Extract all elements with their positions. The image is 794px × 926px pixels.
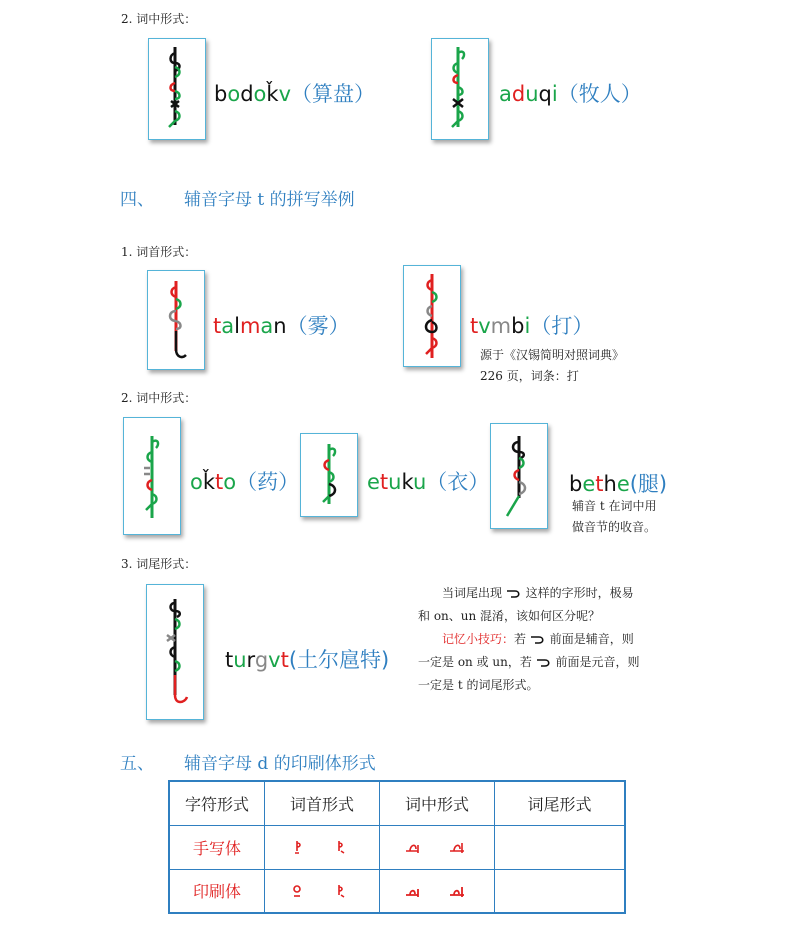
- word-letter: a: [499, 82, 512, 106]
- source-note-line: 226 页，词条：打: [480, 369, 579, 383]
- table-header: 字符形式: [169, 781, 265, 825]
- word-letters: [225, 648, 289, 672]
- word-letter: k: [401, 470, 413, 494]
- tip-text: 这样的字形时，极易: [525, 586, 634, 600]
- source-note: [480, 345, 624, 387]
- word-letter: t: [215, 470, 224, 494]
- word-letter: t: [225, 648, 234, 672]
- word-gloss: (土尔扈特): [288, 648, 390, 672]
- word-letter: t: [379, 470, 389, 494]
- romanized-word: [214, 78, 375, 108]
- word-letter: e: [582, 472, 596, 496]
- mongolian-script-glyph: [149, 39, 205, 139]
- source-note-line: 源于《汉锡简明对照词典》: [480, 348, 625, 362]
- table-row: [169, 825, 625, 869]
- medial-form-cell: [380, 825, 495, 869]
- table-row: [169, 869, 625, 913]
- table-header: 词尾形式: [495, 781, 626, 825]
- word-letters: [499, 82, 558, 106]
- mongolian-script-glyph: [404, 266, 460, 366]
- word-gloss: （打）: [530, 314, 594, 338]
- word-letter: q: [538, 82, 552, 106]
- word-letter: t: [470, 314, 479, 338]
- mongolian-script-glyph: [491, 424, 547, 528]
- table-header: 词首形式: [265, 781, 380, 825]
- word-letter: e: [367, 470, 380, 494]
- mongolian-script-glyph: [124, 418, 180, 534]
- word-letter: v: [278, 82, 292, 106]
- word-letter: r: [246, 648, 255, 672]
- word-letter: a: [260, 314, 274, 338]
- word-letter: h: [603, 472, 617, 496]
- word-letter: u: [412, 470, 427, 494]
- romanized-word: [367, 466, 489, 496]
- word-gloss: （雾）: [286, 314, 350, 338]
- word-letters: [213, 314, 287, 338]
- medial-form-cell: [380, 869, 495, 913]
- word-gloss: （药）: [236, 470, 300, 494]
- word-letter: e: [616, 472, 630, 496]
- word-letter: o: [227, 82, 241, 106]
- coda-note-line: 做音节的收音。: [572, 520, 657, 534]
- word-letter: u: [525, 82, 539, 106]
- section-title: 辅音字母 d 的印刷体形式: [184, 754, 376, 774]
- tip-text: 和 on、un 混淆，该如何区分呢？: [418, 609, 601, 623]
- table-header-row: [169, 781, 625, 825]
- section-title: 辅音字母 t 的拼写举例: [184, 190, 355, 210]
- romanized-word: [569, 468, 667, 498]
- word-letter: b: [511, 314, 525, 338]
- handwritten-medial-d-glyph: [392, 837, 482, 857]
- final-form-cell: [495, 869, 626, 913]
- mongolian-script-glyph: [147, 585, 203, 719]
- coda-note-line: 辅音 t 在词中用: [572, 499, 657, 513]
- word-letter: l: [234, 314, 240, 338]
- tip-text: 前面是元音，则: [555, 655, 640, 669]
- subheading-initial: 1. 词首形式：: [121, 245, 197, 259]
- printed-medial-d-glyph: [392, 881, 482, 901]
- romanized-word: [499, 78, 642, 108]
- word-letters: [569, 472, 630, 496]
- word-letter: n: [273, 314, 287, 338]
- word-letter: u: [388, 470, 402, 494]
- romanized-word: [470, 310, 593, 340]
- mongolian-script-glyph: [301, 434, 357, 516]
- printed-initial-d-glyph: [277, 881, 367, 901]
- tip-text: 当词尾出现: [442, 586, 503, 600]
- script-card-talman: [147, 270, 205, 370]
- tip-text: 若: [514, 632, 527, 646]
- word-letter: t: [595, 472, 604, 496]
- script-card-turgvt: [146, 584, 204, 720]
- word-letter: m: [239, 314, 261, 338]
- tip-label: 记忆小技巧：: [442, 632, 515, 646]
- initial-form-cell: [265, 869, 380, 913]
- word-letter: m: [490, 314, 512, 338]
- word-letter: d: [240, 82, 254, 106]
- mongolian-script-glyph: [432, 39, 488, 139]
- word-letter: a: [221, 314, 235, 338]
- tip-text: 一定是 on 或 un，若: [418, 655, 532, 669]
- print-forms-table: [168, 780, 626, 914]
- section-number: 五、: [120, 754, 154, 774]
- tip-text: 一定是 t 的词尾形式。: [418, 678, 539, 692]
- subheading-medial-2: 2. 词中形式：: [121, 391, 197, 405]
- row-label: 手写体: [169, 825, 265, 869]
- handwritten-initial-d-glyph: [277, 837, 367, 857]
- final-t-glyph-icon: [530, 635, 546, 645]
- word-letters: [190, 470, 236, 494]
- subheading-medial: 2. 词中形式：: [121, 12, 197, 26]
- word-letter: o: [190, 470, 203, 494]
- word-letter: t: [213, 314, 222, 338]
- word-letter: ǩ: [202, 470, 216, 494]
- romanized-word: [225, 644, 389, 674]
- script-card-bethe: [490, 423, 548, 529]
- tip-text: 前面是辅音，则: [549, 632, 634, 646]
- section-heading-4: [120, 185, 355, 210]
- word-letter: ǩ: [266, 82, 279, 106]
- word-letters: [367, 470, 426, 494]
- word-letter: v: [478, 314, 491, 338]
- word-gloss: （算盘）: [291, 82, 376, 106]
- mongolian-script-glyph: [148, 271, 204, 369]
- memory-tip: [418, 582, 668, 697]
- word-letters: [214, 82, 291, 106]
- script-card-aduqi: [431, 38, 489, 140]
- word-letter: b: [214, 82, 228, 106]
- initial-form-cell: [265, 825, 380, 869]
- section-number: 四、: [120, 190, 154, 210]
- word-letters: [470, 314, 530, 338]
- final-t-glyph-icon: [536, 658, 552, 668]
- final-t-glyph-icon: [506, 589, 522, 599]
- script-card-bodokv: [148, 38, 206, 140]
- coda-note: [572, 496, 656, 538]
- subheading-final: 3. 词尾形式：: [121, 557, 197, 571]
- word-letter: d: [511, 82, 526, 106]
- table-header: 词中形式: [380, 781, 495, 825]
- word-letter: i: [551, 82, 558, 106]
- row-label: 印刷体: [169, 869, 265, 913]
- word-letter: g: [254, 648, 269, 672]
- word-letter: o: [253, 82, 267, 106]
- word-letter: b: [569, 472, 583, 496]
- word-letter: o: [223, 470, 237, 494]
- word-gloss: (腿): [629, 472, 668, 496]
- final-form-cell: [495, 825, 626, 869]
- word-letter: t: [280, 648, 289, 672]
- word-letter: v: [268, 648, 281, 672]
- script-card-etuku: [300, 433, 358, 517]
- word-letter: i: [524, 314, 531, 338]
- word-gloss: （牧人）: [557, 82, 642, 106]
- romanized-word: [213, 310, 350, 340]
- script-card-okto: [123, 417, 181, 535]
- section-heading-5: [120, 749, 376, 774]
- romanized-word: [190, 466, 299, 496]
- word-gloss: （衣）: [426, 470, 490, 494]
- script-card-tvmbi: [403, 265, 461, 367]
- word-letter: u: [233, 648, 247, 672]
